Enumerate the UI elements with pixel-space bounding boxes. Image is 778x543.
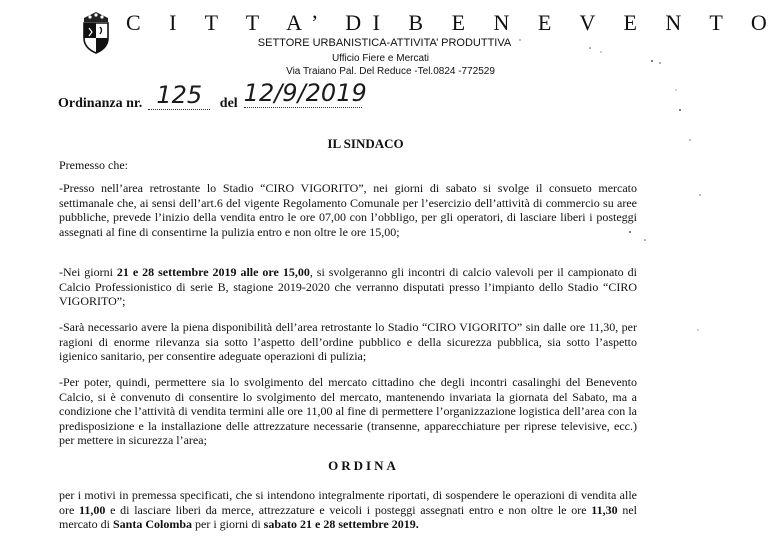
premise-paragraph-1: -Presso nell’area retrostante lo Stadio “CIRO VIGORITO”, nei giorni di sabato si svolge il consueto mercato settimanale che, ai sensi dell’art.6 del vigente Regolamento Comunale per l’esercizio dell’attività di commercio su aree pubbliche, prevede l’inizio della vendita entro le ore 07,00 con l’obbligo, per gli operatori, di lasciare liberi i posteggi assegnati al fine di consentirne la pulizia entro e non oltre le ore 15,00; <box>59 181 637 239</box>
ordina-text-c: e di lasciare liberi da merce, attrezzature e veicoli i posteggi assegnati entro e non oltre le ore <box>105 502 592 517</box>
ordina-time-2: 11,30 <box>591 502 618 517</box>
sector-name: SETTORE URBANISTICA-ATTIVITA’ PRODUTTIVA <box>257 37 512 49</box>
ordina-paragraph <box>59 488 637 532</box>
ordinance-date-label: del <box>219 96 238 111</box>
city-title: C I T T A’ DI B E N E V E N T O <box>126 10 778 35</box>
premise-intro: Premesso che: <box>59 158 128 172</box>
p2-text-c: , si svolgeranno gli incontri di calcio valevoli per il <box>309 265 568 279</box>
ordinance-date: 12/9/2019 <box>243 79 367 107</box>
ordina-heading: ORDINA <box>328 458 399 473</box>
p2-text-a: -Nei giorni <box>59 265 117 279</box>
ordina-text-g: per i giorni di <box>192 517 264 531</box>
office-name: Ufficio Fiere e Mercati <box>331 53 430 64</box>
ordina-text-e: nel mercato di <box>59 502 637 531</box>
ordina-market: Santa Colomba <box>112 517 192 531</box>
ordina-days: sabato 21 e 28 settembre 2019. <box>263 517 419 531</box>
office-address: Via Traiano Pal. Del Reduce -Tel.0824 -772529 <box>286 66 495 77</box>
mayor-heading: IL SINDACO <box>327 136 404 151</box>
ordinance-label: Ordinanza nr. <box>58 96 143 111</box>
ordina-time-1: 11,00 <box>79 502 106 517</box>
p2-dates: 21 e 28 settembre 2019 alle ore 15,00 <box>116 265 310 279</box>
ordina-text-a: per i motivi in premessa specificati, che si intendono integralmente riportati, di sospendere le operazioni di vendita alle ore <box>59 488 637 517</box>
premise-paragraph-3: -Sarà necessario avere la piena disponibilità dell’area retrostante lo Stadio “CIRO VIGORITO” sin dalle ore 11,30, per ragioni di enorme rilevanza sia sotto l’aspetto dell’ordine pubblico e della sicurezza pubblica, sia sotto l’aspetto igienico sanitario, per consentire adeguate operazioni di pulizia; <box>59 320 637 363</box>
premise-paragraph-4: -Per poter, quindi, permettere sia lo svolgimento del mercato cittadino che degli incontri casalinghi del Benevento Calcio, si è convenuto di consentire lo svolgimento del mercato, mantenendo invariata la giornata del Sabato, ma a condizione che l’attività di vendita termini alle ore 11,00 al fine di permettere l’organizzazione logistica dell’area con la predisposizione e la installazione delle attrezzature necessarie (transenne, apparecchiature per riprese televisive, ecc.) per mettere in sicurezza l’area; <box>59 375 637 447</box>
p2-text-rest: campionato di Calcio Professionistico di serie B, stagione 2019-2020 che verranno disputati presso l’impianto dello Stadio “CIRO VIGORITO”; <box>59 265 637 308</box>
ordinance-line <box>58 79 367 114</box>
ordinance-number: 125 <box>148 81 210 110</box>
premise-paragraph-2 <box>59 265 637 309</box>
